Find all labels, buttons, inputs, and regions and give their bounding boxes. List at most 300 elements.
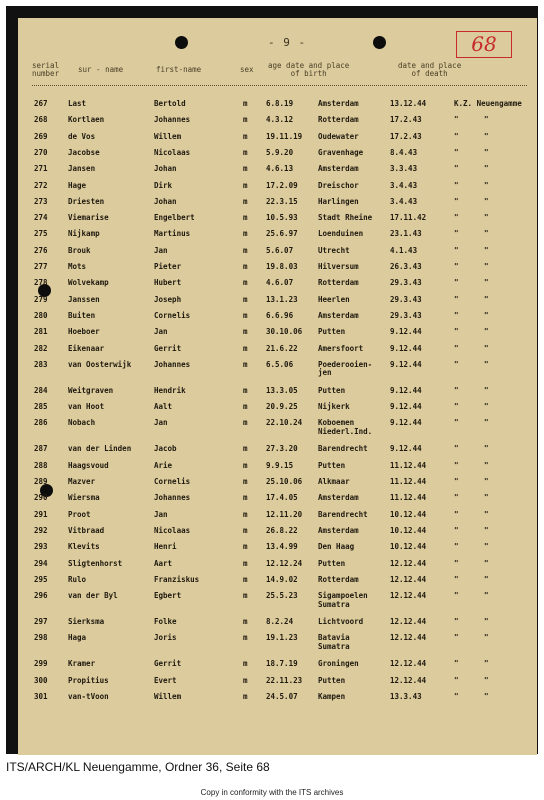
cell-first: Cornelis [154, 477, 191, 486]
cell-place: Rotterdam [318, 115, 359, 125]
cell-date: 22.10.24 [266, 418, 303, 428]
cell-sex: m [243, 509, 248, 519]
cell-surname: Mots [68, 262, 87, 271]
cell-d1: " [454, 617, 459, 627]
cell-first: Jan [154, 509, 168, 519]
header-rule [32, 85, 527, 86]
cell-date: 27.3.20 [266, 444, 298, 454]
cell-sex: m [243, 493, 248, 503]
cell-no: 297 [34, 617, 48, 627]
cell-d1: " [454, 402, 459, 412]
cell-death: 12.12.44 [390, 675, 427, 685]
cell-date: 13.3.05 [266, 385, 298, 395]
header-death: date and place of death [398, 61, 462, 78]
cell-place: Harlingen [318, 196, 359, 206]
cell-surname: van-tVoon [68, 692, 109, 701]
cell-d1: " [454, 229, 459, 239]
cell-date: 10.5.93 [266, 213, 298, 223]
cell-d1: " [454, 444, 459, 454]
cell-surname: Rulo [68, 574, 87, 584]
cell-d1: " [454, 213, 459, 223]
cell-date: 9.9.15 [266, 460, 294, 470]
cell-d2: " [484, 692, 489, 701]
cell-place: Oudewater [318, 131, 359, 141]
cell-death: 12.12.44 [390, 617, 427, 627]
cell-date: 18.7.19 [266, 659, 298, 669]
cell-sex: m [243, 99, 248, 108]
cell-d1: " [454, 633, 459, 643]
cell-d1: " [454, 558, 459, 568]
cell-first: Nicolaas [154, 525, 191, 535]
cell-d2: " [484, 659, 489, 669]
cell-sex: m [243, 385, 248, 395]
cell-d1: " [454, 147, 459, 157]
cell-death: 29.3.43 [390, 278, 422, 288]
cell-first: Jan [154, 327, 168, 337]
cell-death: 9.12.44 [390, 359, 422, 369]
cell-d2: " [484, 617, 489, 627]
cell-no: 270 [34, 147, 48, 157]
cell-sex: m [243, 343, 248, 353]
cell-no: 274 [34, 213, 48, 223]
cell-surname: Weitgraven [68, 385, 114, 395]
cell-death: 9.12.44 [390, 418, 422, 428]
cell-no: 280 [34, 310, 48, 320]
cell-death: 17.11.42 [390, 213, 427, 223]
cell-d2: " [484, 180, 489, 190]
cell-d2: " [484, 493, 489, 503]
cell-d1: " [454, 262, 459, 271]
cell-place: Poederooien- jen [318, 359, 373, 378]
cell-date: 19.11.19 [266, 131, 303, 141]
cell-sex: m [243, 229, 248, 239]
cell-date: 21.6.22 [266, 343, 298, 353]
cell-first: Johan [154, 196, 177, 206]
cell-first: Engelbert [154, 213, 195, 223]
cell-date: 25.6.97 [266, 229, 298, 239]
cell-no: 278 [34, 278, 48, 288]
cell-date: 4.6.07 [266, 278, 294, 288]
cell-place: Amsterdam [318, 525, 359, 535]
cell-place: Lichtvoord [318, 617, 364, 627]
cell-d2: " [484, 131, 489, 141]
cell-d1: " [454, 574, 459, 584]
cell-surname: Viemarise [68, 213, 109, 223]
cell-first: Jan [154, 245, 168, 255]
cell-d1: " [454, 310, 459, 320]
cell-d1: " [454, 278, 459, 288]
cell-no: 277 [34, 262, 48, 271]
cell-no: 267 [34, 99, 48, 108]
cell-d2: " [484, 278, 489, 288]
cell-d2: " [484, 558, 489, 568]
cell-no: 301 [34, 692, 48, 701]
cell-place: Kampen [318, 692, 346, 701]
cell-sex: m [243, 591, 248, 601]
cell-death: 11.12.44 [390, 460, 427, 470]
cell-sex: m [243, 359, 248, 369]
cell-place: Amersfoort [318, 343, 364, 353]
cell-surname: van der Byl [68, 591, 118, 601]
cell-sex: m [243, 692, 248, 701]
cell-date: 4.6.13 [266, 164, 294, 174]
cell-sex: m [243, 262, 248, 271]
cell-no: 271 [34, 164, 48, 174]
cell-place: Putten [318, 327, 346, 337]
page-number: - 9 - [268, 36, 307, 49]
cell-first: Gerrit [154, 659, 182, 669]
archive-footer: Copy in conformity with the ITS archives [200, 788, 344, 797]
cell-surname: Haga [68, 633, 87, 643]
cell-death: 4.1.43 [390, 245, 418, 255]
cell-place: Batavia Sumatra [318, 633, 350, 651]
cell-d1: " [454, 659, 459, 669]
cell-d1: " [454, 675, 459, 685]
cell-surname: Hoeboer [68, 327, 100, 337]
cell-surname: Wiersma [68, 493, 100, 503]
cell-sex: m [243, 131, 248, 141]
cell-no: 287 [34, 444, 48, 454]
cell-death: 13.12.44 [390, 99, 427, 108]
cell-date: 17.4.05 [266, 493, 298, 503]
cell-death: 12.12.44 [390, 659, 427, 669]
cell-d2: " [484, 245, 489, 255]
cell-first: Hubert [154, 278, 182, 288]
cell-first: Franziskus [154, 574, 200, 584]
cell-surname: Nobach [68, 418, 96, 428]
cell-sex: m [243, 402, 248, 412]
cell-first: Joseph [154, 294, 182, 304]
cell-surname: Nijkamp [68, 229, 100, 239]
cell-first: Jacob [154, 444, 177, 454]
cell-sex: m [243, 525, 248, 535]
document-page [18, 18, 537, 755]
cell-sex: m [243, 213, 248, 223]
cell-no: 289 [34, 477, 48, 486]
cell-place: Den Haag [318, 542, 355, 552]
cell-no: 300 [34, 675, 48, 685]
cell-death: 26.3.43 [390, 262, 422, 271]
cell-d2: " [484, 385, 489, 395]
cell-d2: " [484, 525, 489, 535]
cell-death: 29.3.43 [390, 310, 422, 320]
cell-d1: " [454, 343, 459, 353]
cell-sex: m [243, 180, 248, 190]
cell-d1: " [454, 692, 459, 701]
header-sex: sex [240, 65, 254, 74]
cell-first: Hendrik [154, 385, 186, 395]
cell-death: 10.12.44 [390, 542, 427, 552]
cell-first: Willem [154, 131, 182, 141]
header-birth: age date and place of birth [268, 61, 350, 78]
cell-place: Rotterdam [318, 278, 359, 288]
cell-surname: Last [68, 99, 87, 108]
cell-place: Stadt Rheine [318, 213, 373, 223]
cell-d2: " [484, 229, 489, 239]
cell-d1: " [454, 493, 459, 503]
cell-d1: " [454, 418, 459, 428]
punch-hole [175, 36, 188, 49]
header-serial: serial number [32, 61, 60, 78]
cell-place: Putten [318, 675, 346, 685]
cell-d1: " [454, 294, 459, 304]
cell-date: 17.2.09 [266, 180, 298, 190]
cell-place: Dreischor [318, 180, 359, 190]
cell-d1: " [454, 477, 459, 486]
cell-no: 288 [34, 460, 48, 470]
cell-surname: Driesten [68, 196, 105, 206]
cell-first: Egbert [154, 591, 182, 601]
cell-no: 282 [34, 343, 48, 353]
cell-first: Martinus [154, 229, 191, 239]
cell-sex: m [243, 659, 248, 669]
cell-no: 273 [34, 196, 48, 206]
cell-no: 295 [34, 574, 48, 584]
cell-no: 275 [34, 229, 48, 239]
cell-first: Jan [154, 418, 168, 428]
cell-d2: " [484, 310, 489, 320]
cell-no: 272 [34, 180, 48, 190]
cell-place: Gravenhage [318, 147, 364, 157]
cell-no: 281 [34, 327, 48, 337]
cell-d1: " [454, 180, 459, 190]
cell-surname: Eikenaar [68, 343, 105, 353]
cell-date: 5.6.07 [266, 245, 294, 255]
cell-sex: m [243, 617, 248, 627]
cell-date: 13.4.99 [266, 542, 298, 552]
cell-sex: m [243, 477, 248, 486]
cell-no: 294 [34, 558, 48, 568]
cell-first: Cornelis [154, 310, 191, 320]
cell-no: 299 [34, 659, 48, 669]
cell-surname: Mazver [68, 477, 96, 486]
cell-place: Loenduinen [318, 229, 364, 239]
cell-d2: " [484, 164, 489, 174]
cell-death: 9.12.44 [390, 327, 422, 337]
cell-death: 11.12.44 [390, 477, 427, 486]
cell-death: 12.12.44 [390, 591, 427, 601]
cell-date: 24.5.07 [266, 692, 298, 701]
cell-surname: Kortlaen [68, 115, 105, 125]
cell-death: 9.12.44 [390, 402, 422, 412]
cell-first: Henri [154, 542, 177, 552]
cell-d2: " [484, 196, 489, 206]
cell-place: Sigampoelen Sumatra [318, 591, 368, 609]
cell-date: 25.5.23 [266, 591, 298, 601]
cell-place: Heerlen [318, 294, 350, 304]
cell-death: 12.12.44 [390, 574, 427, 584]
cell-sex: m [243, 558, 248, 568]
cell-d2: " [484, 542, 489, 552]
cell-death: 11.12.44 [390, 493, 427, 503]
cell-d2: " [484, 418, 489, 428]
cell-surname: Propitius [68, 675, 109, 685]
cell-place: Putten [318, 558, 346, 568]
cell-d2: " [484, 294, 489, 304]
archive-caption: ITS/ARCH/KL Neuengamme, Ordner 36, Seite 68 [6, 760, 270, 774]
cell-sex: m [243, 444, 248, 454]
cell-first: Johan [154, 164, 177, 174]
cell-surname: Hage [68, 180, 87, 190]
cell-date: 6.8.19 [266, 99, 294, 108]
cell-first: Willem [154, 692, 182, 701]
cell-date: 22.11.23 [266, 675, 303, 685]
cell-d1: " [454, 385, 459, 395]
cell-surname: Haagsvoud [68, 460, 109, 470]
cell-d1: " [454, 509, 459, 519]
cell-d2: " [484, 402, 489, 412]
cell-surname: Sligtenhorst [68, 558, 123, 568]
cell-date: 19.8.03 [266, 262, 298, 271]
cell-date: 14.9.02 [266, 574, 298, 584]
cell-death: 17.2.43 [390, 115, 422, 125]
cell-sex: m [243, 278, 248, 288]
cell-date: 12.12.24 [266, 558, 303, 568]
cell-place: Utrecht [318, 245, 350, 255]
cell-d2: " [484, 477, 489, 486]
cell-d2: " [484, 633, 489, 643]
cell-death: 23.1.43 [390, 229, 422, 239]
cell-d2: " [484, 591, 489, 601]
cell-d1: " [454, 525, 459, 535]
cell-date: 6.5.06 [266, 359, 294, 369]
cell-sex: m [243, 633, 248, 643]
cell-sex: m [243, 245, 248, 255]
cell-surname: Janssen [68, 294, 100, 304]
cell-sex: m [243, 542, 248, 552]
cell-d1: " [454, 245, 459, 255]
cell-no: 268 [34, 115, 48, 125]
cell-first: Dirk [154, 180, 173, 190]
cell-place: Hilversum [318, 262, 359, 271]
cell-death: 10.12.44 [390, 509, 427, 519]
cell-d2: " [484, 343, 489, 353]
cell-no: 276 [34, 245, 48, 255]
cell-d2: " [484, 213, 489, 223]
cell-d2: " [484, 444, 489, 454]
cell-place: Rotterdam [318, 574, 359, 584]
cell-no: 292 [34, 525, 48, 535]
cell-place: Amsterdam [318, 493, 359, 503]
cell-no: 298 [34, 633, 48, 643]
cell-surname: de Vos [68, 131, 96, 141]
cell-date: 6.6.96 [266, 310, 294, 320]
cell-d1: K.Z. Neuengamme [454, 99, 522, 108]
cell-no: 279 [34, 294, 48, 304]
cell-date: 8.2.24 [266, 617, 294, 627]
cell-surname: Jansen [68, 164, 96, 174]
cell-place: Groningen [318, 659, 359, 669]
cell-d2: " [484, 574, 489, 584]
cell-d2: " [484, 115, 489, 125]
cell-first: Aalt [154, 402, 173, 412]
cell-d1: " [454, 327, 459, 337]
cell-first: Aart [154, 558, 173, 568]
cell-sex: m [243, 460, 248, 470]
cell-place: Amsterdam [318, 164, 359, 174]
cell-d1: " [454, 131, 459, 141]
cell-death: 17.2.43 [390, 131, 422, 141]
cell-date: 25.10.06 [266, 477, 303, 486]
cell-surname: Buiten [68, 310, 96, 320]
cell-sex: m [243, 310, 248, 320]
cell-surname: van Hoot [68, 402, 105, 412]
cell-no: 293 [34, 542, 48, 552]
cell-first: Johannes [154, 115, 191, 125]
cell-place: Putten [318, 385, 346, 395]
cell-surname: Kramer [68, 659, 96, 669]
cell-death: 9.12.44 [390, 444, 422, 454]
cell-place: Barendrecht [318, 509, 368, 519]
cell-first: Joris [154, 633, 177, 643]
cell-death: 9.12.44 [390, 343, 422, 353]
cell-d1: " [454, 115, 459, 125]
cell-first: Gerrit [154, 343, 182, 353]
cell-death: 12.12.44 [390, 558, 427, 568]
cell-d2: " [484, 675, 489, 685]
cell-d1: " [454, 164, 459, 174]
cell-death: 3.4.43 [390, 196, 418, 206]
cell-surname: Brouk [68, 245, 91, 255]
cell-d1: " [454, 359, 459, 369]
cell-first: Bertold [154, 99, 186, 108]
cell-sex: m [243, 574, 248, 584]
cell-d1: " [454, 196, 459, 206]
cell-d2: " [484, 359, 489, 369]
cell-first: Arie [154, 460, 173, 470]
cell-no: 286 [34, 418, 48, 428]
cell-surname: Klevits [68, 542, 100, 552]
punch-hole [373, 36, 386, 49]
header-surname: sur - name [78, 65, 124, 74]
cell-sex: m [243, 115, 248, 125]
cell-no: 284 [34, 385, 48, 395]
folio-number: 68 [456, 31, 512, 58]
cell-no: 285 [34, 402, 48, 412]
cell-place: Amsterdam [318, 99, 359, 108]
scan-frame [6, 6, 538, 754]
cell-d2: " [484, 460, 489, 470]
cell-date: 22.3.15 [266, 196, 298, 206]
cell-first: Johannes [154, 493, 191, 503]
cell-no: 269 [34, 131, 48, 141]
cell-place: Putten [318, 460, 346, 470]
cell-first: Evert [154, 675, 177, 685]
cell-date: 20.9.25 [266, 402, 298, 412]
cell-surname: van der Linden [68, 444, 132, 454]
cell-sex: m [243, 164, 248, 174]
cell-death: 12.12.44 [390, 633, 427, 643]
cell-date: 13.1.23 [266, 294, 298, 304]
cell-d1: " [454, 460, 459, 470]
cell-sex: m [243, 418, 248, 428]
cell-place: Nijkerk [318, 402, 350, 412]
cell-death: 10.12.44 [390, 525, 427, 535]
cell-surname: Wolvekamp [68, 278, 109, 288]
cell-d1: " [454, 542, 459, 552]
cell-death: 8.4.43 [390, 147, 418, 157]
cell-death: 13.3.43 [390, 692, 422, 701]
cell-first: Pieter [154, 262, 182, 271]
cell-d2: " [484, 509, 489, 519]
cell-date: 26.8.22 [266, 525, 298, 535]
cell-death: 9.12.44 [390, 385, 422, 395]
cell-death: 3.3.43 [390, 164, 418, 174]
cell-no: 283 [34, 359, 48, 369]
cell-no: 290 [34, 493, 48, 503]
cell-surname: Jacobse [68, 147, 100, 157]
cell-death: 29.3.43 [390, 294, 422, 304]
